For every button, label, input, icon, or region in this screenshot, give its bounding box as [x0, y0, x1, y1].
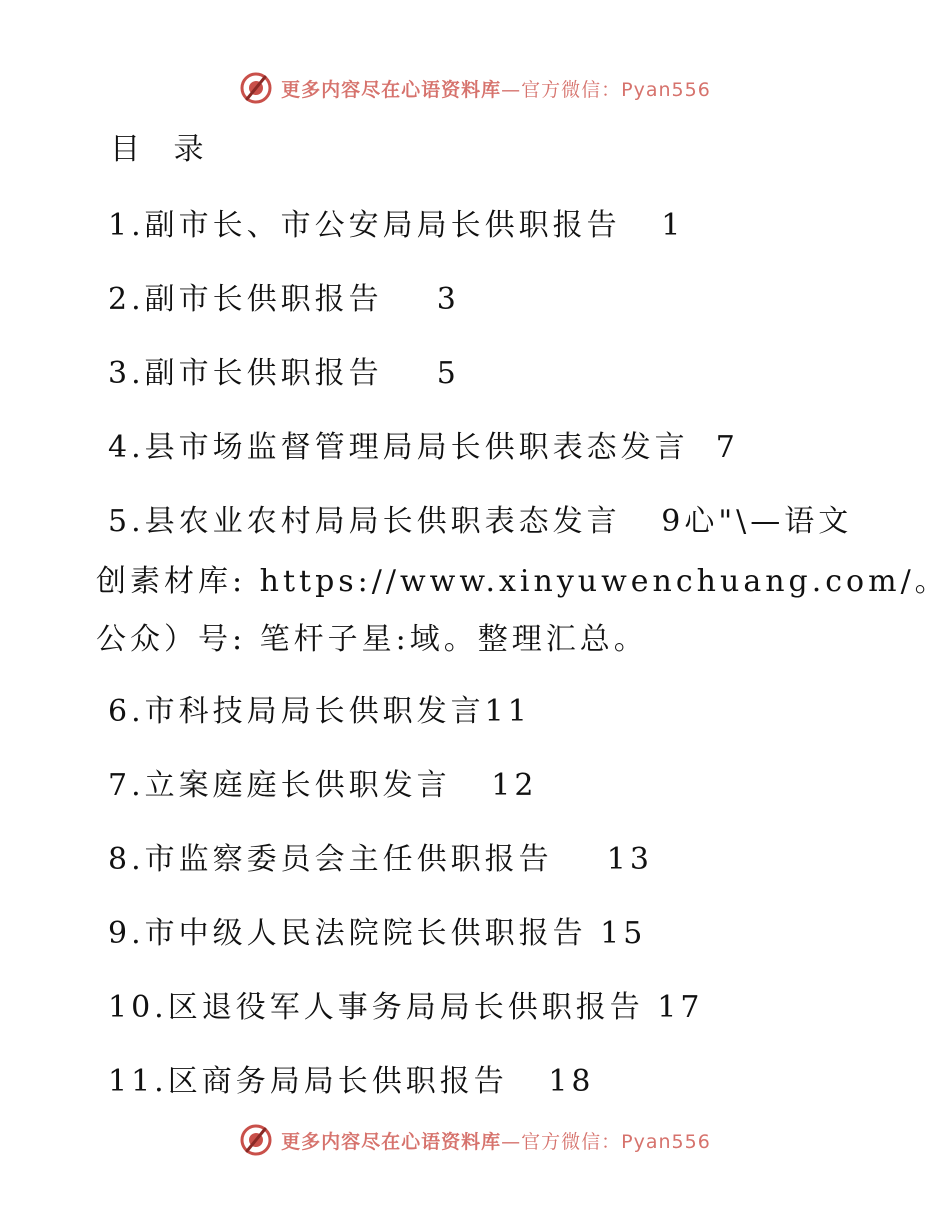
toc-entry: 3.副市长供职报告 5 [108, 356, 460, 391]
toc-entry: 4.县市场监督管理局局长供职表态发言 7 [108, 430, 739, 465]
toc-title: 目 录 [110, 132, 216, 167]
watermark-header [0, 68, 950, 108]
toc-entry: 2.副市长供职报告 3 [108, 282, 460, 317]
toc-entry: 7.立案庭庭长供职发言 12 [108, 768, 538, 803]
toc-entry: 5.县农业农村局局长供职表态发言 9心"\—语文 [108, 504, 853, 539]
pen-seal-icon [239, 71, 273, 105]
toc-entry: 9.市中级人民法院院长供职报告 15 [108, 916, 647, 951]
toc-entry: 8.市监察委员会主任供职报告 13 [108, 842, 653, 877]
toc-entry: 1.副市长、市公安局局长供职报告 1 [108, 208, 685, 243]
pen-seal-icon [239, 1123, 273, 1157]
toc-entry: 11.区商务局局长供职报告 18 [108, 1064, 595, 1099]
watermark-text: 更多内容尽在心语资料库—官方微信：Pyan556 [281, 78, 711, 101]
toc-entry-continuation: 创素材库: https://www.xinyuwenchuang.com/。 [96, 564, 949, 599]
watermark-footer [0, 1120, 950, 1160]
toc-entry: 6.市科技局局长供职发言11 [108, 694, 531, 729]
toc-entry: 10.区退役军人事务局局长供职报告 17 [108, 990, 704, 1025]
toc-entry-continuation: 公众）号: 笔杆子星:域。整理汇总。 [96, 622, 648, 657]
watermark-text: 更多内容尽在心语资料库—官方微信：Pyan556 [281, 1130, 711, 1153]
